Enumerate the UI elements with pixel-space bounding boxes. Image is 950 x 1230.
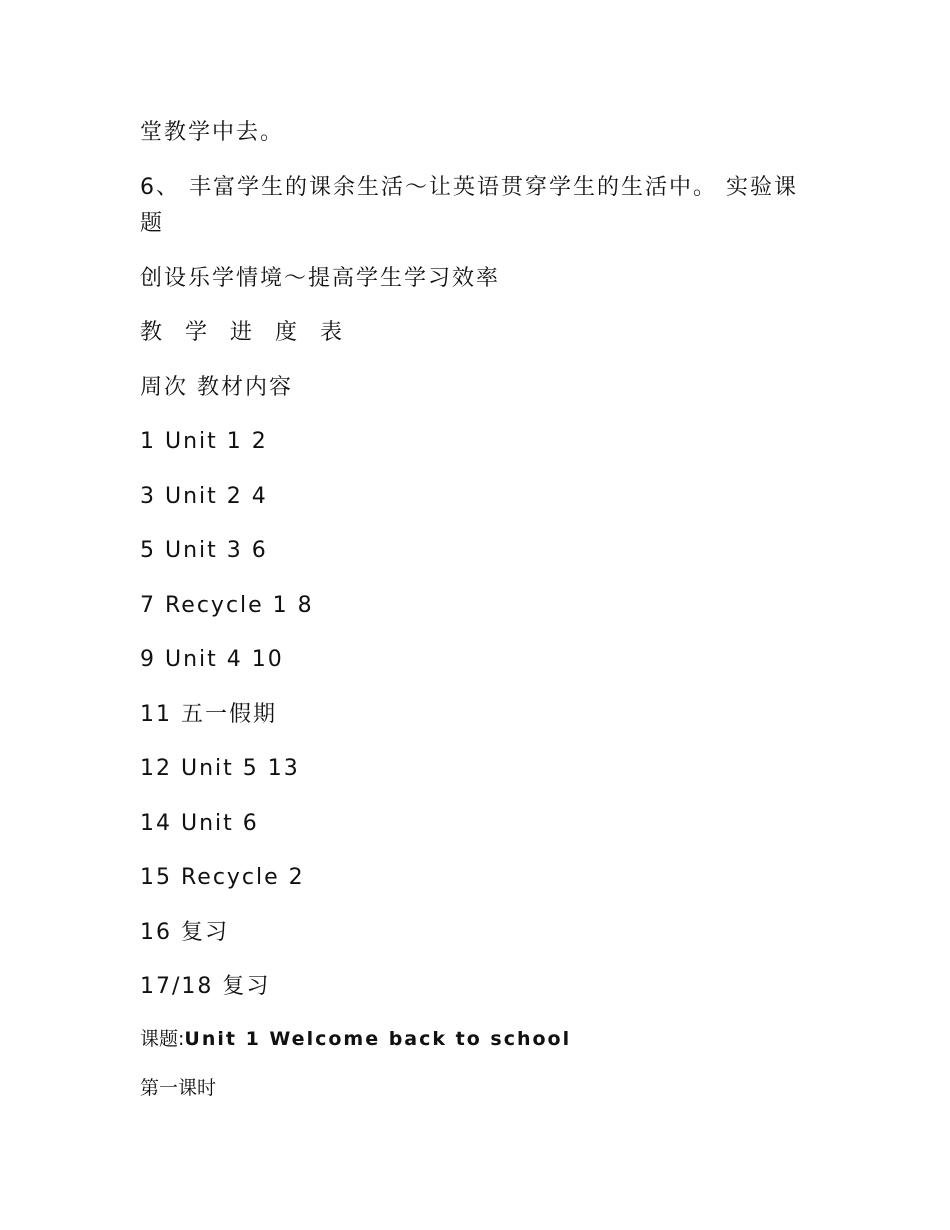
schedule-row: 7 Recycle 1 8 <box>140 593 314 618</box>
schedule-row: 17/18 复习 <box>140 974 271 999</box>
schedule-row: 14 Unit 6 <box>140 811 259 836</box>
schedule-row: 12 Unit 5 13 <box>140 756 300 781</box>
schedule-row: 16 复习 <box>140 920 229 945</box>
schedule-heading: 教 学 进 度 表 <box>140 320 350 345</box>
schedule-row: 9 Unit 4 10 <box>140 647 284 672</box>
schedule-row: 5 Unit 3 6 <box>140 538 268 563</box>
lesson-title: Unit 1 Welcome back to school <box>184 1028 572 1050</box>
schedule-row: 1 Unit 1 2 <box>140 429 268 454</box>
lesson-period: 第一课时 <box>140 1077 217 1099</box>
schedule-row: 3 Unit 2 4 <box>140 484 268 509</box>
lesson-title-prefix: 课题: <box>140 1028 185 1050</box>
schedule-column-headers: 周次 教材内容 <box>140 375 293 400</box>
schedule-row: 11 五一假期 <box>140 702 277 727</box>
paragraph-continuation: 堂教学中去。 <box>140 120 285 145</box>
schedule-row: 15 Recycle 2 <box>140 865 305 890</box>
experiment-topic: 创设乐学情境～提高学生学习效率 <box>140 266 501 291</box>
paragraph-item-6: 6、 丰富学生的课余生活～让英语贯穿学生的生活中。 实验课题 <box>140 175 798 236</box>
lesson-title-line <box>140 1024 571 1054</box>
